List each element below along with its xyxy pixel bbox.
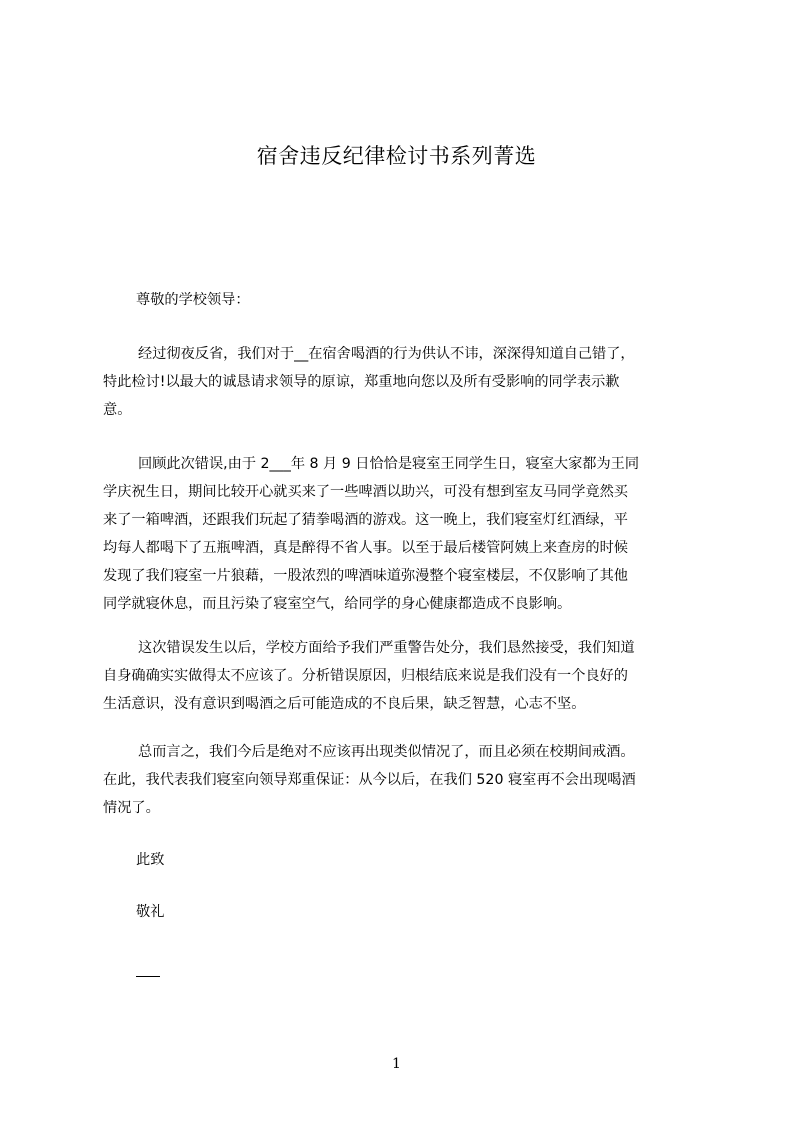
paragraph-line: 生活意识，没有意识到喝酒之后可能造成的不良后果，缺乏智慧，心志不坚。 [103,696,586,712]
paragraph-line: 在此，我代表我们寝室向领导郑重保证：从今以后，在我们 520 寝室再不会出现喝酒 [103,772,636,788]
paragraph-line: 经过彻夜反省，我们对于__在宿舍喝酒的行为供认不讳，深深得知道自己错了， [138,346,635,362]
paragraph-1 [103,340,700,424]
paragraph-line: 回顾此次错误,由于 2___年 8 月 9 日恰恰是寝室王同学生日，寝室大家都为王同 [138,456,640,472]
paragraph-line: 均每人都喝下了五瓶啤酒，真是醉得不省人事。以至于最后楼管阿姨上来查房的时候 [103,540,628,556]
paragraph-line: 这次错误发生以后，学校方面给予我们严重警告处分，我们恳然接受，我们知道 [138,640,635,656]
paragraph-line: 总而言之，我们今后是绝对不应该再出现类似情况了，而且必须在校期间戒酒。 [138,744,635,760]
paragraph-line: 特此检讨!以最大的诚恳请求领导的原谅，郑重地向您以及所有受影响的同学表示歉 [103,374,620,390]
page-number: 1 [392,1056,401,1072]
document-title: 宿舍违反纪律检讨书系列菁选 [256,144,537,168]
signature-blank-text [136,955,151,975]
paragraph-2 [103,450,700,618]
closing-salute: 敬礼 [136,904,165,920]
closing-regards: 此致 [136,852,165,868]
paragraph-line: 同学就寝休息，而且污染了寝室空气，给同学的身心健康都造成不良影响。 [103,596,572,612]
paragraph-line: 自身确确实实做得太不应该了。分析错误原因，归根结底来说是我们没有一个良好的 [103,668,628,684]
paragraph-3 [103,634,700,718]
paragraph-line: 学庆祝生日，期间比较开心就买来了一些啤酒以助兴，可没有想到室友马同学竟然买 [103,484,628,500]
salutation: 尊敬的学校领导： [136,292,250,308]
paragraph-line: 发现了我们寝室一片狼藉，一股浓烈的啤酒味道弥漫整个寝室楼层，不仅影响了其他 [103,568,628,584]
paragraph-line: 意。 [103,402,132,418]
signature-blank-line [136,976,160,977]
paragraph-4 [103,738,700,822]
paragraph-line: 来了一箱啤酒，还跟我们玩起了猜拳喝酒的游戏。这一晚上，我们寝室灯红酒绿，平 [103,512,628,528]
paragraph-line: 情况了。 [103,800,160,816]
